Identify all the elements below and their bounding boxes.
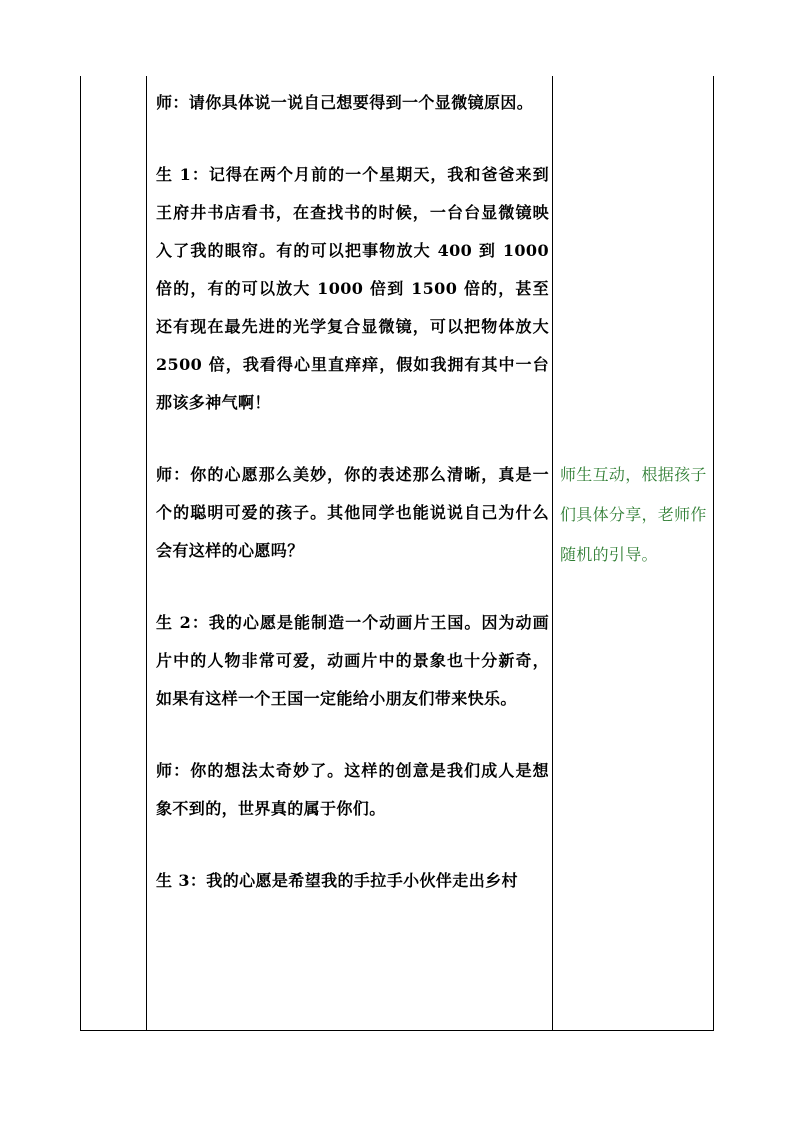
dialogue-paragraph-student-3: 生 3：我的心愿是希望我的手拉手小伙伴走出乡村 bbox=[156, 871, 518, 890]
table-border-bottom bbox=[80, 1030, 714, 1031]
teaching-note: 师生互动，根据孩子们具体分享，老师作随机的引导。 bbox=[560, 465, 707, 564]
table-border-right bbox=[713, 76, 714, 1030]
table-border-col-2 bbox=[552, 76, 553, 1030]
dialogue-paragraph-student-1: 生 1：记得在两个月前的一个星期天，我和爸爸来到王府井书店看书，在查找书的时候，一台台显微镜映入了我的眼帘。有的可以把事物放大 400 到 1000 倍的，有的可以放大 1000 倍到 1500 倍的，甚至还有现在最先进的光学复合显微镜，可以把物体放大 2500 倍，我看得心里直痒痒，假如我拥有其中一台那该多神气啊！ bbox=[156, 165, 549, 412]
dialogue-column bbox=[156, 84, 549, 934]
dialogue-paragraph-student-2: 生 2：我的心愿是能制造一个动画片王国。因为动画片中的人物非常可爱，动画片中的景象也十分新奇，如果有这样一个王国一定能给小朋友们带来快乐。 bbox=[156, 613, 549, 708]
dialogue-paragraph-teacher-1: 师：请你具体说一说自己想要得到一个显微镜原因。 bbox=[156, 93, 534, 112]
dialogue-paragraph-teacher-2: 师：你的心愿那么美妙，你的表述那么清晰，真是一个的聪明可爱的孩子。其他同学也能说说自己为什么会有这样的心愿吗？ bbox=[156, 465, 549, 560]
table-border-col-1 bbox=[146, 76, 147, 1030]
table-border-left bbox=[80, 76, 81, 1030]
dialogue-paragraph-teacher-3: 师：你的想法太奇妙了。这样的创意是我们成人是想象不到的，世界真的属于你们。 bbox=[156, 761, 549, 818]
